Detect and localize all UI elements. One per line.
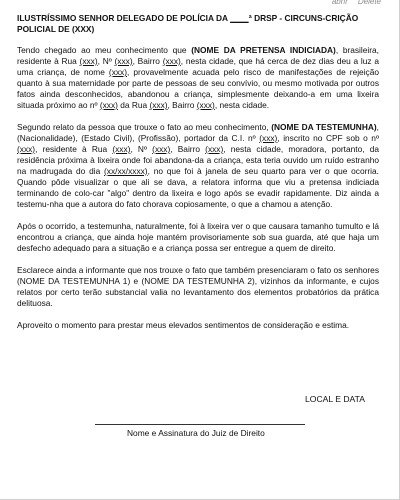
edit-link[interactable]: abrir [331,0,348,6]
paragraph-5: Aproveito o momento para prestar meus elevados sentimentos de consideração e estima. [17,320,350,330]
document-title: ILUSTRÍSSIMO SENHOR DELEGADO DE POLÍCIA DA ____ª DRSP - CIRCUNS-CRIÇÃO POLICIAL DE (XXX) [17,13,359,34]
paragraph-1: Tendo chegado ao meu conhecimento que (NOME DA PRETENSA INDICIADA), brasileira, residente à Rua (xxx), Nº (xxx), Bairro (xxx), nesta cidade, que há cerca de dez dias deu a luz a uma criança, de nome (xxx), provavelmente acuada pelo risco de manifestações de rejeição quanto à sua maternidade por parte de pessoas de seu convívio, ou mesmo motivada por outros fatos ainda desconhecidos, abandonou a criança, simplesmente deixando-a em uma lixeira situada próximo ao nº (xxx) da Rua (xxx), Bairro (xxx), nesta cidade. [17,45,380,110]
toolbar [332,0,381,6]
paragraph-4: Esclarece ainda a informante que nos trouxe o fato que também presenciaram o fato os senhores (NOME DA TESTEMUNHA 1) e (NOME DA TESTEMUNHA 2), vizinhos da informante, e cujos relatos por certo terão substancial valia no levantamento dos elementos probatórios da prática delituosa. [17,265,379,308]
witness-name: (NOME DA TESTEMUNHA) [271,122,377,132]
document-body [17,13,379,342]
signature-label: Nome e Assinatura do Juiz de Direito [127,428,265,438]
accused-name: (NOME DA PRETENSA INDICIADA) [191,45,336,55]
signature-line [95,424,305,425]
paragraph-2: Segundo relato da pessoa que trouxe o fato ao meu conhecimento, (NOME DA TESTEMUNHA), (Nacionalidade), (Estado Civil), (Profissão), portador da C.I. nº (xxx), inscrito no CPF sob o nº (xxx), residente à Rua (xxx), Nº (xxx), Bairro (xxx), nesta cidade, moradora, portanto, da residência próxima à lixeira onde foi abandona-da a criança, esta teria ouvido um ruído estranho na madrugada do dia (xx/xx/xxxx), no que foi à janela de seu quarto para ver o que ocorria. Quando pôde visualizar o que ali se dava, a relatora informa que viu a pretensa indiciada terminando de colo-car "algo" dentro da lixeira e logo após se evadir rapidamente. Diz ainda a testemu-nha que a autora do fato chorava copiosamente, o que a chamou a atenção. [17,122,379,209]
local-date: LOCAL E DATA [304,394,365,404]
delete-link[interactable]: Delete [357,0,381,6]
paragraph-3: Após o ocorrido, a testemunha, naturalmente, foi à lixeira ver o que causara tamanho tumulto e lá encontrou a criança, que ainda hoje mantém provisoriamente sob sua guarda, até que haja um desfecho adequado para a situação e a criança possa ser entregue a quem de direito. [17,221,379,253]
